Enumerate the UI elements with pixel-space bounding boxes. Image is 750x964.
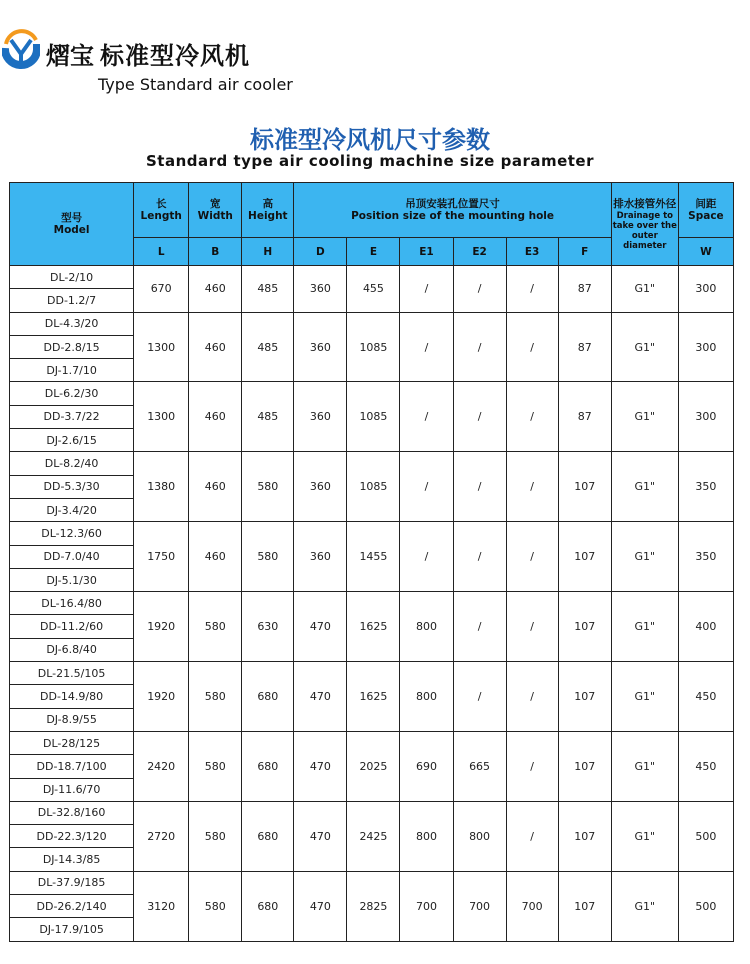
value-cell: 460 xyxy=(189,312,242,382)
value-cell: 500 xyxy=(678,871,733,941)
value-cell: 680 xyxy=(242,731,294,801)
value-cell: / xyxy=(400,312,453,382)
value-cell: 800 xyxy=(400,592,453,662)
model-cell: DL-16.4/80 xyxy=(10,592,134,615)
table-heading-cn: 标准型冷风机尺寸参数 xyxy=(250,125,490,154)
value-cell: 580 xyxy=(242,452,294,522)
value-cell: / xyxy=(506,312,558,382)
header-sym-b: B xyxy=(189,238,242,266)
model-cell: DL-21.5/105 xyxy=(10,662,134,685)
value-cell: 360 xyxy=(294,452,347,522)
brand-name: 熠宝 xyxy=(46,42,94,70)
value-cell: 107 xyxy=(558,662,611,732)
value-cell: 580 xyxy=(189,662,242,732)
value-cell: / xyxy=(453,452,506,522)
value-cell: 580 xyxy=(189,731,242,801)
value-cell: 107 xyxy=(558,522,611,592)
model-cell: DL-8.2/40 xyxy=(10,452,134,475)
value-cell: / xyxy=(506,731,558,801)
value-cell: 470 xyxy=(294,871,347,941)
value-cell: G1" xyxy=(611,801,678,871)
header-sym-e2: E2 xyxy=(453,238,506,266)
value-cell: 1920 xyxy=(134,592,189,662)
value-cell: 360 xyxy=(294,522,347,592)
value-cell: 1300 xyxy=(134,382,189,452)
value-cell: 107 xyxy=(558,592,611,662)
value-cell: 470 xyxy=(294,731,347,801)
product-title-cn: 标准型冷风机 xyxy=(100,41,250,70)
value-cell: 107 xyxy=(558,731,611,801)
value-cell: / xyxy=(400,452,453,522)
model-cell: DD-26.2/140 xyxy=(10,895,134,918)
header-width: 宽 Width xyxy=(189,183,242,238)
model-cell: DD-22.3/120 xyxy=(10,825,134,848)
model-cell: DD-18.7/100 xyxy=(10,755,134,778)
value-cell: 1085 xyxy=(347,312,400,382)
header-sym-f: F xyxy=(558,238,611,266)
model-cell: DL-4.3/20 xyxy=(10,312,134,335)
value-cell: 300 xyxy=(678,266,733,313)
model-cell: DJ-3.4/20 xyxy=(10,498,134,521)
value-cell: 450 xyxy=(678,731,733,801)
value-cell: 2425 xyxy=(347,801,400,871)
value-cell: 350 xyxy=(678,452,733,522)
value-cell: 107 xyxy=(558,871,611,941)
value-cell: / xyxy=(506,266,558,313)
value-cell: 2420 xyxy=(134,731,189,801)
value-cell: 500 xyxy=(678,801,733,871)
value-cell: 455 xyxy=(347,266,400,313)
value-cell: / xyxy=(453,382,506,452)
header-model: 型号 Model xyxy=(10,183,134,266)
value-cell: 450 xyxy=(678,662,733,732)
value-cell: 460 xyxy=(189,382,242,452)
value-cell: 580 xyxy=(242,522,294,592)
value-cell: / xyxy=(506,382,558,452)
model-cell: DL-12.3/60 xyxy=(10,522,134,545)
model-cell: DJ-8.9/55 xyxy=(10,708,134,731)
value-cell: 1920 xyxy=(134,662,189,732)
value-cell: 800 xyxy=(453,801,506,871)
value-cell: 630 xyxy=(242,592,294,662)
header-sym-e: E xyxy=(347,238,400,266)
value-cell: / xyxy=(453,266,506,313)
value-cell: 2825 xyxy=(347,871,400,941)
value-cell: / xyxy=(506,452,558,522)
model-cell: DJ-14.3/85 xyxy=(10,848,134,871)
value-cell: 690 xyxy=(400,731,453,801)
model-cell: DJ-2.6/15 xyxy=(10,429,134,452)
value-cell: 3120 xyxy=(134,871,189,941)
value-cell: / xyxy=(506,662,558,732)
value-cell: / xyxy=(453,522,506,592)
value-cell: 107 xyxy=(558,801,611,871)
model-cell: DD-11.2/60 xyxy=(10,615,134,638)
value-cell: 665 xyxy=(453,731,506,801)
value-cell: 670 xyxy=(134,266,189,313)
table-row xyxy=(10,731,734,754)
value-cell: 485 xyxy=(242,312,294,382)
model-cell: DD-5.3/30 xyxy=(10,475,134,498)
table-row xyxy=(10,662,734,685)
value-cell: / xyxy=(506,522,558,592)
header-mounting-position: 吊顶安装孔位置尺寸 Position size of the mounting hole xyxy=(294,183,611,238)
model-cell: DL-2/10 xyxy=(10,266,134,289)
model-cell: DJ-1.7/10 xyxy=(10,359,134,382)
value-cell: 1380 xyxy=(134,452,189,522)
table-row xyxy=(10,522,734,545)
value-cell: 800 xyxy=(400,801,453,871)
value-cell: 680 xyxy=(242,662,294,732)
value-cell: 87 xyxy=(558,312,611,382)
table-row xyxy=(10,871,734,894)
value-cell: 1750 xyxy=(134,522,189,592)
value-cell: 485 xyxy=(242,266,294,313)
model-cell: DD-2.8/15 xyxy=(10,335,134,358)
value-cell: 460 xyxy=(189,452,242,522)
header-sym-w: W xyxy=(678,238,733,266)
model-cell: DD-3.7/22 xyxy=(10,405,134,428)
table-row xyxy=(10,801,734,824)
value-cell: 580 xyxy=(189,801,242,871)
model-cell: DL-6.2/30 xyxy=(10,382,134,405)
header-sym-e3: E3 xyxy=(506,238,558,266)
value-cell: 470 xyxy=(294,662,347,732)
value-cell: / xyxy=(400,382,453,452)
value-cell: 360 xyxy=(294,312,347,382)
value-cell: 400 xyxy=(678,592,733,662)
header-length: 长 Length xyxy=(134,183,189,238)
value-cell: G1" xyxy=(611,662,678,732)
model-cell: DD-14.9/80 xyxy=(10,685,134,708)
value-cell: 107 xyxy=(558,452,611,522)
value-cell: 700 xyxy=(400,871,453,941)
value-cell: 2025 xyxy=(347,731,400,801)
value-cell: 360 xyxy=(294,266,347,313)
value-cell: 460 xyxy=(189,522,242,592)
product-title-en: Type Standard air cooler xyxy=(98,75,293,94)
value-cell: / xyxy=(453,592,506,662)
model-cell: DJ-11.6/70 xyxy=(10,778,134,801)
value-cell: 2720 xyxy=(134,801,189,871)
value-cell: 800 xyxy=(400,662,453,732)
value-cell: G1" xyxy=(611,871,678,941)
value-cell: 1625 xyxy=(347,592,400,662)
value-cell: G1" xyxy=(611,452,678,522)
table-heading-en: Standard type air cooling machine size parameter xyxy=(145,152,595,170)
value-cell: 300 xyxy=(678,312,733,382)
value-cell: 1300 xyxy=(134,312,189,382)
value-cell: 1455 xyxy=(347,522,400,592)
value-cell: 680 xyxy=(242,871,294,941)
value-cell: / xyxy=(400,522,453,592)
value-cell: 1625 xyxy=(347,662,400,732)
model-cell: DJ-6.8/40 xyxy=(10,638,134,661)
value-cell: / xyxy=(400,266,453,313)
value-cell: G1" xyxy=(611,522,678,592)
value-cell: 350 xyxy=(678,522,733,592)
model-cell: DJ-17.9/105 xyxy=(10,918,134,941)
value-cell: 360 xyxy=(294,382,347,452)
model-cell: DL-32.8/160 xyxy=(10,801,134,824)
value-cell: 87 xyxy=(558,382,611,452)
value-cell: 680 xyxy=(242,801,294,871)
table-row xyxy=(10,592,734,615)
value-cell: / xyxy=(506,801,558,871)
model-cell: DD-1.2/7 xyxy=(10,289,134,312)
value-cell: G1" xyxy=(611,731,678,801)
model-cell: DD-7.0/40 xyxy=(10,545,134,568)
value-cell: 470 xyxy=(294,592,347,662)
table-row xyxy=(10,312,734,335)
value-cell: G1" xyxy=(611,592,678,662)
header-sym-d: D xyxy=(294,238,347,266)
value-cell: 580 xyxy=(189,871,242,941)
table-row xyxy=(10,452,734,475)
value-cell: 460 xyxy=(189,266,242,313)
model-cell: DL-37.9/185 xyxy=(10,871,134,894)
value-cell: G1" xyxy=(611,382,678,452)
value-cell: 700 xyxy=(506,871,558,941)
header-sym-l: L xyxy=(134,238,189,266)
value-cell: / xyxy=(453,312,506,382)
value-cell: 1085 xyxy=(347,382,400,452)
value-cell: 300 xyxy=(678,382,733,452)
brand-logo-icon xyxy=(2,24,40,74)
header-space: 间距 Space xyxy=(678,183,733,238)
header-sym-h: H xyxy=(242,238,294,266)
value-cell: 470 xyxy=(294,801,347,871)
model-cell: DJ-5.1/30 xyxy=(10,568,134,591)
table-row xyxy=(10,382,734,405)
value-cell: G1" xyxy=(611,266,678,313)
value-cell: 580 xyxy=(189,592,242,662)
value-cell: G1" xyxy=(611,312,678,382)
table-row xyxy=(10,266,734,289)
value-cell: 700 xyxy=(453,871,506,941)
value-cell: 1085 xyxy=(347,452,400,522)
value-cell: 485 xyxy=(242,382,294,452)
header-height: 高 Height xyxy=(242,183,294,238)
header-drainage: 排水接管外径 Drainage to take over the outer diameter xyxy=(611,183,678,266)
header-sym-e1: E1 xyxy=(400,238,453,266)
model-cell: DL-28/125 xyxy=(10,731,134,754)
value-cell: / xyxy=(506,592,558,662)
size-parameter-table xyxy=(9,182,734,942)
value-cell: 87 xyxy=(558,266,611,313)
value-cell: / xyxy=(453,662,506,732)
